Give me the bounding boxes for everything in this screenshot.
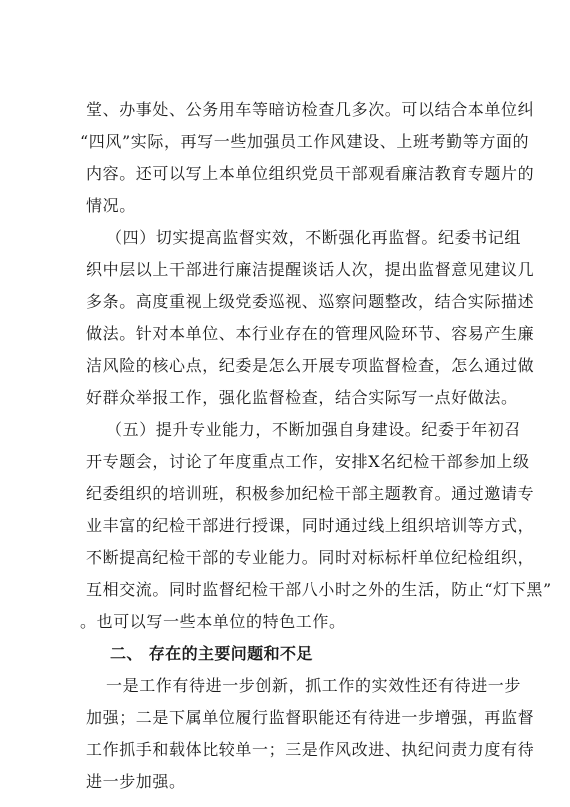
paragraph-3-line-4: 业丰富的纪检干部进行授课，同时通过线上组织培训等方式， [86, 516, 535, 535]
paragraph-3-line-6: 互相交流。同时监督纪检干部八小时之外的生活，防止“灯下黑” [86, 580, 552, 599]
paragraph-3-line-5: 不断提高纪检干部的专业能力。同时对标标杆单位纪检组织， [86, 548, 535, 567]
paragraph-1-line-2: “四风”实际，再写一些加强员工作风建设、上班考勤等方面的 [80, 132, 530, 151]
paragraph-3-line-1: （五）提升专业能力，不断加强自身建设。纪委于年初召 [106, 420, 522, 439]
paragraph-4-line-3: 工作抓手和载体比较单一；三是作风改进、执纪问责力度有待 [86, 740, 535, 759]
paragraph-4-line-2: 加强；二是下属单位履行监督职能还有待进一步增强，再监督 [86, 708, 535, 727]
paragraph-1-line-4: 情况。 [86, 196, 136, 215]
section-heading: 二、 存在的主要问题和不足 [110, 644, 313, 663]
paragraph-3-line-2: 开专题会，讨论了年度重点工作，安排X名纪检干部参加上级 [86, 452, 530, 471]
paragraph-3-line-7: 。也可以写一些本单位的特色工作。 [80, 612, 346, 631]
paragraph-4-line-1: 一是工作有待进一步创新，抓工作的实效性还有待进一步 [106, 676, 522, 695]
paragraph-2-line-1: （四）切实提高监督实效，不断强化再监督。纪委书记组 [106, 228, 522, 247]
paragraph-2-line-2: 织中层以上干部进行廉洁提醒谈话人次，提出监督意见建议几 [86, 260, 535, 279]
paragraph-4-line-4: 进一步加强。 [86, 772, 186, 791]
paragraph-2-line-3: 多条。高度重视上级党委巡视、巡察问题整改，结合实际描述 [86, 292, 535, 311]
paragraph-2-line-5: 洁风险的核心点，纪委是怎么开展专项监督检查，怎么通过做 [86, 356, 535, 375]
paragraph-2-line-6: 好群众举报工作，强化监督检查，结合实际写一点好做法。 [86, 388, 518, 407]
paragraph-2-line-4: 做法。针对本单位、本行业存在的管理风险环节、容易产生廉 [86, 324, 535, 343]
paragraph-1-line-1: 堂、办事处、公务用车等暗访检查几多次。可以结合本单位纠 [86, 100, 535, 119]
paragraph-3-line-3: 纪委组织的培训班，积极参加纪检干部主题教育。通过邀请专 [86, 484, 535, 503]
paragraph-1-line-3: 内容。还可以写上本单位组织党员干部观看廉洁教育专题片的 [86, 164, 535, 183]
